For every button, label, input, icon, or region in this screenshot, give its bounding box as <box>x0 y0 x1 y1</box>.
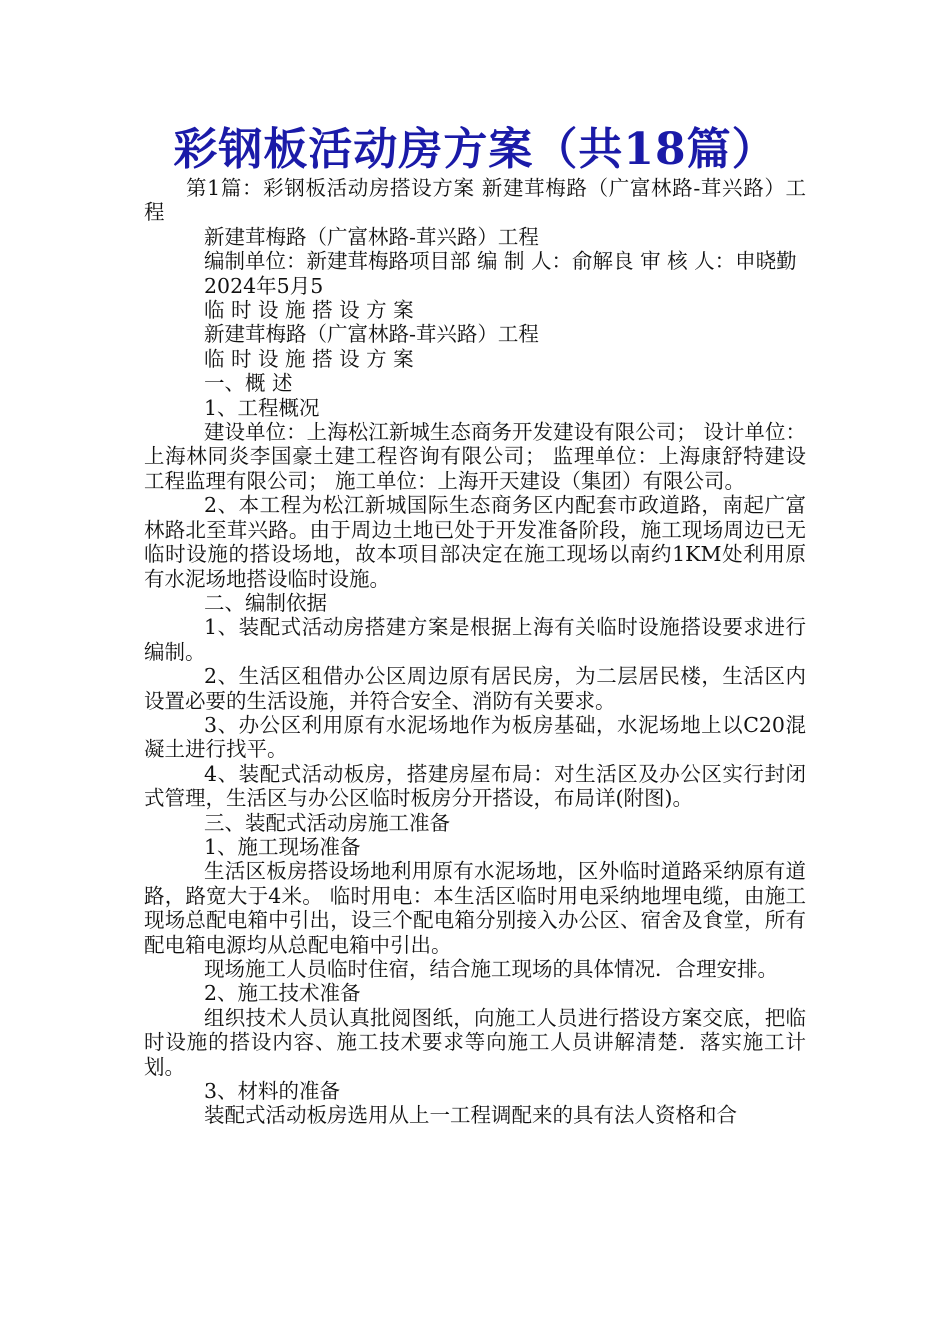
subsection-heading: 3、材料的准备 <box>204 1079 341 1104</box>
paragraph: 第1篇：彩钢板活动房搭设方案 新建茸梅路（广富林路-茸兴路）工程 <box>144 176 806 225</box>
paragraph: 现场施工人员临时住宿，结合施工现场的具体情况．合理安排。 <box>204 957 778 981</box>
section-heading: 三、装配式活动房施工准备 <box>204 810 450 835</box>
subsection-heading: 1、工程概况 <box>204 395 320 420</box>
paragraph: 2、本工程为松江新城国际生态商务区内配套市政道路，南起广富林路北至茸兴路。由于周边土地已处于开发准备阶段，施工现场周边已无临时设施的搭设场地，故本项目部决定在施工现场以南约1KM处利用原有水泥场地搭设临时设施。 <box>144 493 806 591</box>
section-heading: 二、编制依据 <box>204 590 327 615</box>
paragraph: 4、装配式活动板房，搭建房屋布局：对生活区及办公区实行封闭式管理，生活区与办公区临时板房分开搭设，布局详(附图)。 <box>144 761 806 811</box>
paragraph: 临 时 设 施 搭 设 方 案 <box>204 298 414 323</box>
paragraph: 2024年5月5 <box>204 273 324 298</box>
subsection-heading: 1、施工现场准备 <box>204 834 361 859</box>
paragraph: 1、装配式活动房搭建方案是根据上海有关临时设施搭设要求进行编制。 <box>144 615 806 664</box>
paragraph: 组织技术人员认真批阅图纸，向施工人员进行搭设方案交底，把临时设施的搭设内容、施工技术要求等向施工人员讲解清楚．落实施工计划。 <box>144 1005 806 1079</box>
section-heading: 一、概 述 <box>204 371 293 396</box>
paragraph: 装配式活动板房选用从上一工程调配来的具有法人资格和合 <box>204 1103 737 1128</box>
paragraph: 新建茸梅路（广富林路-茸兴路）工程 <box>204 224 539 249</box>
paragraph: 编制单位：新建茸梅路项目部 编 制 人：俞解良 审 核 人：申晓勤 <box>204 249 797 274</box>
document-body <box>144 176 806 1128</box>
paragraph: 2、生活区租借办公区周边原有居民房，为二层居民楼，生活区内设置必要的生活设施，并符合安全、消防有关要求。 <box>144 664 806 713</box>
paragraph: 新建茸梅路（广富林路-茸兴路）工程 <box>204 322 539 347</box>
paragraph: 3、办公区利用原有水泥场地作为板房基础，水泥场地上以C20混凝土进行找平。 <box>144 712 806 762</box>
paragraph: 生活区板房搭设场地利用原有水泥场地，区外临时道路采纳原有道路，路宽大于4米。 临时用电：本生活区临时用电采纳地埋电缆，由施工现场总配电箱中引出，设三个配电箱分别接入办公区、宿舍及食堂，所有配电箱电源均从总配电箱中引出。 <box>144 859 806 957</box>
document-title: 彩钢板活动房方案（共18篇） <box>173 124 777 175</box>
paragraph: 临 时 设 施 搭 设 方 案 <box>204 346 414 371</box>
paragraph: 建设单位：上海松江新城生态商务开发建设有限公司； 设计单位：上海林同炎李国豪土建工程咨询有限公司； 监理单位：上海康舒特建设工程监理有限公司； 施工单位：上海开天建设（集团）有限公司。 <box>144 420 806 493</box>
subsection-heading: 2、施工技术准备 <box>204 981 361 1006</box>
